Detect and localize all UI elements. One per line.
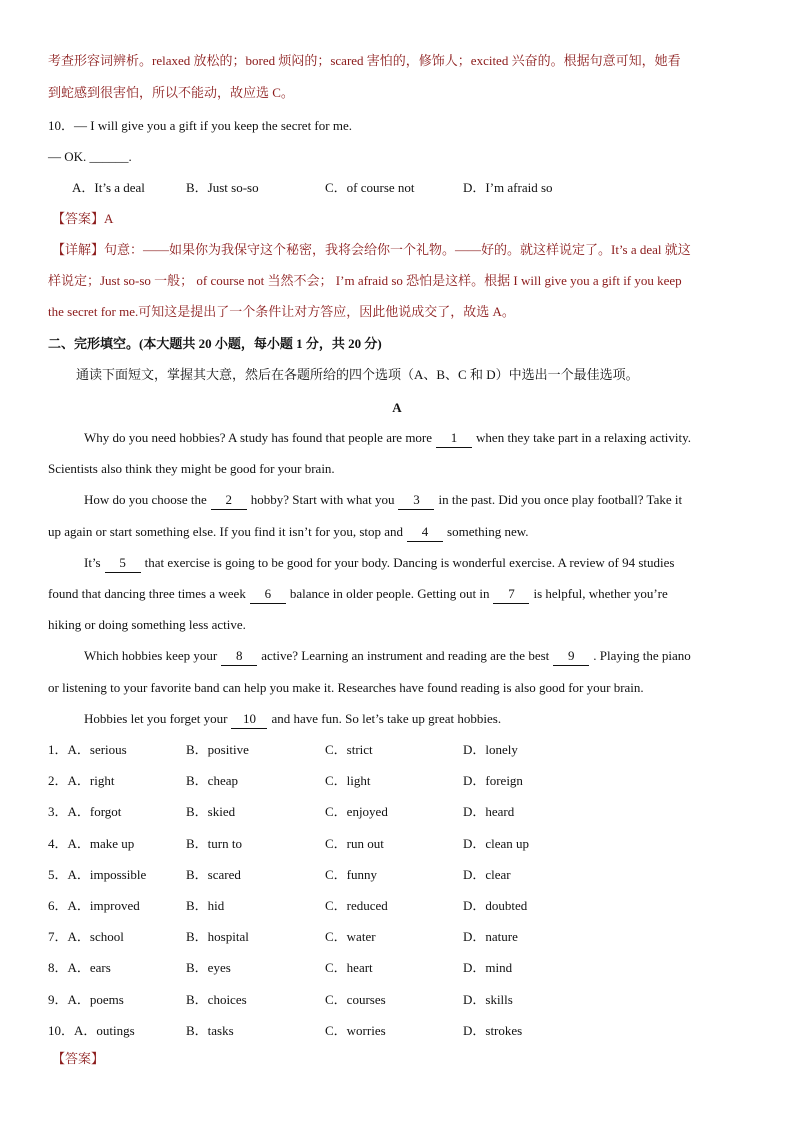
option-d: D．heard: [463, 804, 515, 820]
blank-6: 6: [250, 585, 286, 604]
passage-text: found that dancing three times a week: [48, 586, 246, 601]
answer-value: A: [104, 211, 114, 226]
option-a: 10．A．outings: [48, 1022, 135, 1038]
option-b: B．eyes: [186, 960, 231, 976]
question-10-response: — OK. ______.: [48, 149, 132, 164]
option-a: 3．A．forgot: [48, 804, 122, 820]
explanation-line: 考查形容词辨析。relaxed 放松的；bored 烦闷的；scared 害怕的，修饰人；excited 兴奋的。根据句意可知，她看: [48, 53, 681, 68]
option-c: C．heart: [325, 960, 373, 976]
option-c: C．run out: [325, 835, 384, 851]
passage-line: [84, 647, 784, 666]
option-d: D．foreign: [463, 773, 523, 789]
blank-2: 2: [211, 491, 247, 510]
final-answer-label: 【答案】: [52, 1051, 105, 1066]
passage-text: hobby? Start with what you: [250, 492, 395, 507]
explanation-line: 到蛇感到很害怕，所以不能动，故应选 C。: [48, 85, 294, 100]
option-a: 2．A．right: [48, 773, 115, 789]
passage-text: when they take part in a relaxing activity.: [476, 430, 692, 445]
passage-text: How do you choose the: [84, 492, 207, 507]
option-a: 1．A．serious: [48, 742, 127, 757]
option-d: D．strokes: [463, 1022, 523, 1038]
option-d: D．clear: [463, 866, 511, 882]
passage-text: Why do you need hobbies? A study has found that people are more: [84, 430, 433, 445]
passage-text: up again or start something else. If you find it isn’t for you, stop and: [48, 524, 404, 539]
passage-label: A: [392, 400, 402, 415]
option-d: D．nature: [463, 929, 518, 945]
passage-text: balance in older people. Getting out in: [289, 586, 490, 601]
option-b: B．cheap: [186, 773, 238, 789]
blank-10: 10: [231, 710, 267, 729]
answer-line: [52, 210, 752, 228]
option-c: C．enjoyed: [325, 804, 388, 820]
passage-line: hiking or doing something less active.: [48, 617, 246, 632]
option-b: B．scared: [186, 866, 241, 882]
passage-text: something new.: [447, 524, 529, 539]
option-d: D．clean up: [463, 835, 530, 851]
passage-line: or listening to your favorite band can help you make it. Researches have found reading is also good for your brain.: [48, 680, 644, 695]
option-c: C．water: [325, 929, 376, 945]
option-b: B．Just so-so: [186, 180, 259, 195]
option-d: D．mind: [463, 960, 513, 976]
option-a: 8．A．ears: [48, 960, 111, 976]
option-a: 6．A．improved: [48, 898, 140, 913]
answer-label: 【答案】: [52, 211, 105, 226]
passage-line: [48, 585, 748, 604]
option-b: B．hid: [186, 898, 225, 913]
passage-line: Scientists also think they might be good for your brain.: [48, 461, 335, 476]
blank-3: 3: [398, 491, 434, 510]
blank-7: 7: [493, 585, 529, 604]
option-b: B．tasks: [186, 1022, 234, 1038]
option-b: B．choices: [186, 991, 247, 1007]
option-c: C．light: [325, 773, 371, 789]
blank-9: 9: [553, 647, 589, 666]
option-d: D．doubted: [463, 898, 528, 913]
option-c: C．reduced: [325, 898, 388, 913]
passage-text: is helpful, whether you’re: [533, 586, 668, 601]
detail-line: the secret for me.可知这是提出了一个条件让对方答应，因此他说成交了，故选 A。: [48, 304, 515, 319]
section-instruction: 通读下面短文，掌握其大意，然后在各题所给的四个选项（A、B、C 和 D）中选出一个最佳选项。: [76, 367, 639, 382]
option-a: 7．A．school: [48, 929, 124, 945]
passage-text: and have fun. So let’s take up great hobbies.: [271, 711, 502, 726]
option-b: B．positive: [186, 742, 249, 757]
option-b: B．turn to: [186, 835, 242, 851]
option-c: C．worries: [325, 1022, 386, 1038]
passage-line: [84, 554, 784, 573]
passage-text: Which hobbies keep your: [84, 648, 218, 663]
passage-line: [84, 491, 784, 510]
passage-line: [84, 710, 784, 729]
option-d: D．I’m afraid so: [463, 180, 553, 195]
passage-text: It’s: [84, 555, 101, 570]
passage-text: Hobbies let you forget your: [84, 711, 228, 726]
passage-line: [48, 523, 748, 542]
option-c: C．strict: [325, 742, 373, 757]
option-a: 9．A．poems: [48, 991, 124, 1007]
detail-line: 【详解】句意：——如果你为我保守这个秘密，我将会给你一个礼物。——好的。就这样说定了。It’s a deal 就这: [52, 242, 691, 257]
passage-line: [84, 429, 784, 448]
option-c: C．funny: [325, 866, 378, 882]
section-heading: 二、完形填空。(本大题共 20 小题，每小题 1 分，共 20 分): [48, 336, 382, 351]
passage-text: active? Learning an instrument and reading are the best: [261, 648, 550, 663]
option-a: 5．A．impossible: [48, 866, 147, 882]
detail-line: 样说定；Just so-so 一般； of course not 当然不会； I’m afraid so 恐怕是这样。根据 I will give you a gift if you keep: [48, 273, 682, 288]
question-10-prompt: 10．— I will give you a gift if you keep the secret for me.: [48, 118, 352, 133]
option-d: D．skills: [463, 991, 513, 1007]
blank-5: 5: [105, 554, 141, 573]
option-c: C．of course not: [325, 180, 415, 195]
option-a: 4．A．make up: [48, 835, 135, 851]
option-b: B．skied: [186, 804, 236, 820]
blank-1: 1: [436, 429, 472, 448]
passage-text: . Playing the piano: [593, 648, 691, 663]
passage-text: in the past. Did you once play football? Take it: [438, 492, 683, 507]
option-b: B．hospital: [186, 929, 249, 945]
passage-text: that exercise is going to be good for your body. Dancing is wonderful exercise. A review of 94 studies: [144, 555, 675, 570]
blank-4: 4: [407, 523, 443, 542]
option-c: C．courses: [325, 991, 386, 1007]
option-a: A．It’s a deal: [72, 180, 145, 195]
option-d: D．lonely: [463, 742, 518, 757]
blank-8: 8: [221, 647, 257, 666]
